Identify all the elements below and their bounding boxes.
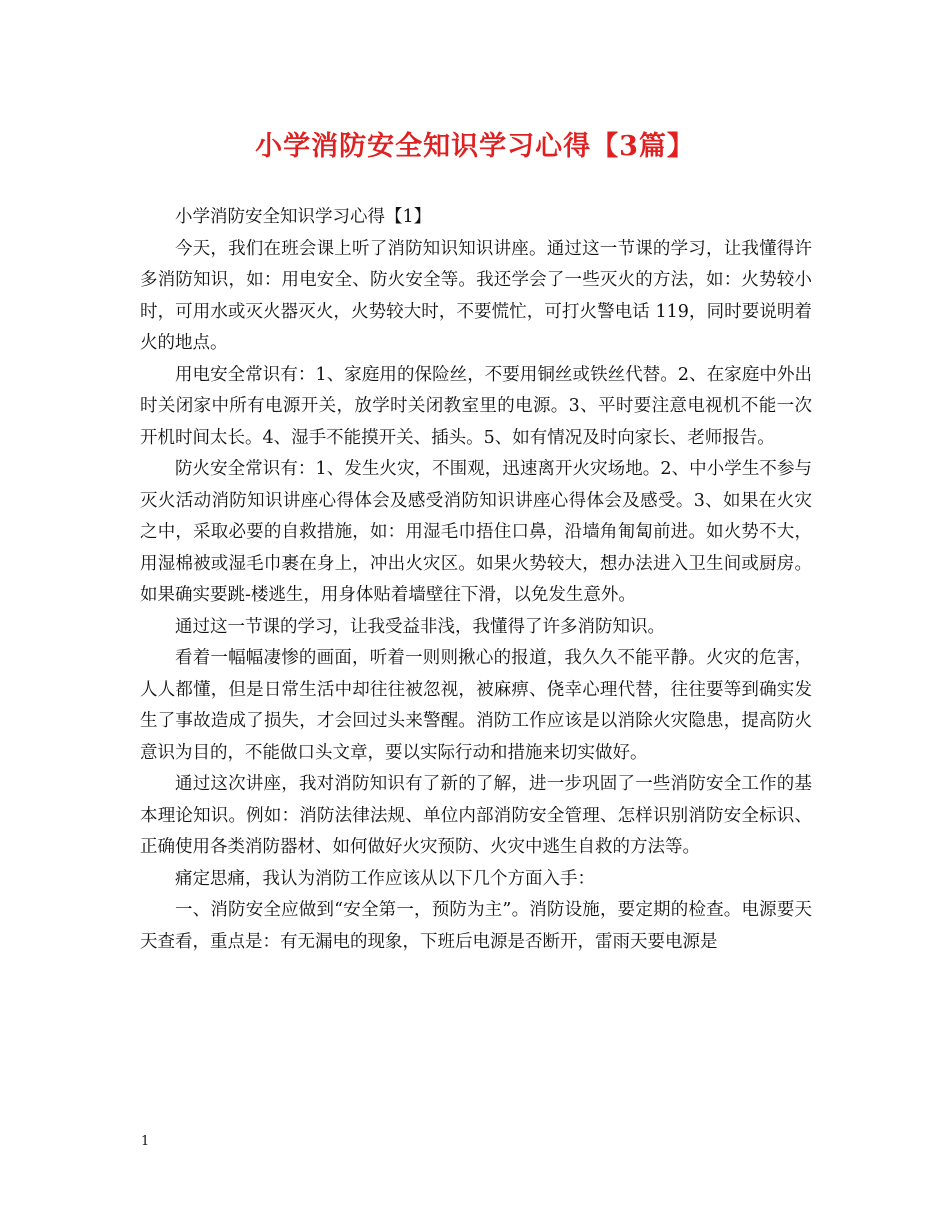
paragraph: 防火安全常识有：1、发生火灾，不围观，迅速离开火灾场地。2、中小学生不参与灭火活动消防知识讲座心得体会及感受消防知识讲座心得体会及感受。3、如果在火灾之中，采取必要的自救措施，如：用湿毛巾捂住口鼻，沿墙角匍匐前进。如火势不大，用湿棉被或湿毛巾裹在身上，冲出火灾区。如果火势较大，想办法进入卫生间或厨房。如果确实要跳-楼逃生，用身体贴着墙壁往下滑，以免发生意外。 [140,459,812,605]
section-heading: 小学消防安全知识学习心得【1】 [175,207,432,227]
paragraph: 通过这一节课的学习，让我受益非浅，我懂得了许多消防知识。 [175,616,665,637]
paragraph: 一、消防安全应做到“安全第一，预防为主”。消防设施，要定期的检查。电源要天天查看，重点是：有无漏电的现象，下班后电源是否断开，雷雨天要电源是 [140,900,812,952]
paragraph: 今天，我们在班会课上听了消防知识知识讲座。通过这一节课的学习，让我懂得许多消防知识，如：用电安全、防火安全等。我还学会了一些灭火的方法，如：火势较小时，可用水或灭火器灭火，火势较大时，不要慌忙，可打火警电话 119，同时要说明着火的地点。 [140,238,812,353]
page-number: 1 [141,1134,150,1149]
paragraph: 痛定思痛，我认为消防工作应该从以下几个方面入手： [175,868,595,889]
document-title: 小学消防安全知识学习心得【3篇】 [255,131,695,162]
paragraph: 看着一幅幅凄惨的画面，听着一则则揪心的报道，我久久不能平静。火灾的危害，人人都懂，但是日常生活中却往往被忽视，被麻痹、侥幸心理代替，往往要等到确实发生了事故造成了损失，才会回过头来警醒。消防工作应该是以消除火灾隐患，提高防火意识为目的，不能做口头文章，要以实际行动和措施来切实做好。 [140,648,812,763]
paragraph: 通过这次讲座，我对消防知识有了新的了解，进一步巩固了一些消防安全工作的基本理论知识。例如：消防法律法规、单位内部消防安全管理、怎样识别消防安全标识、正确使用各类消防器材、如何做好火灾预防、火灾中逃生自救的方法等。 [140,774,812,857]
paragraph: 用电安全常识有：1、家庭用的保险丝，不要用铜丝或铁丝代替。2、在家庭中外出时关闭家中所有电源开关，放学时关闭教室里的电源。3、平时要注意电视机不能一次开机时间太长。4、湿手不能摸开关、插头。5、如有情况及时向家长、老师报告。 [140,364,812,448]
document-body [140,202,812,958]
